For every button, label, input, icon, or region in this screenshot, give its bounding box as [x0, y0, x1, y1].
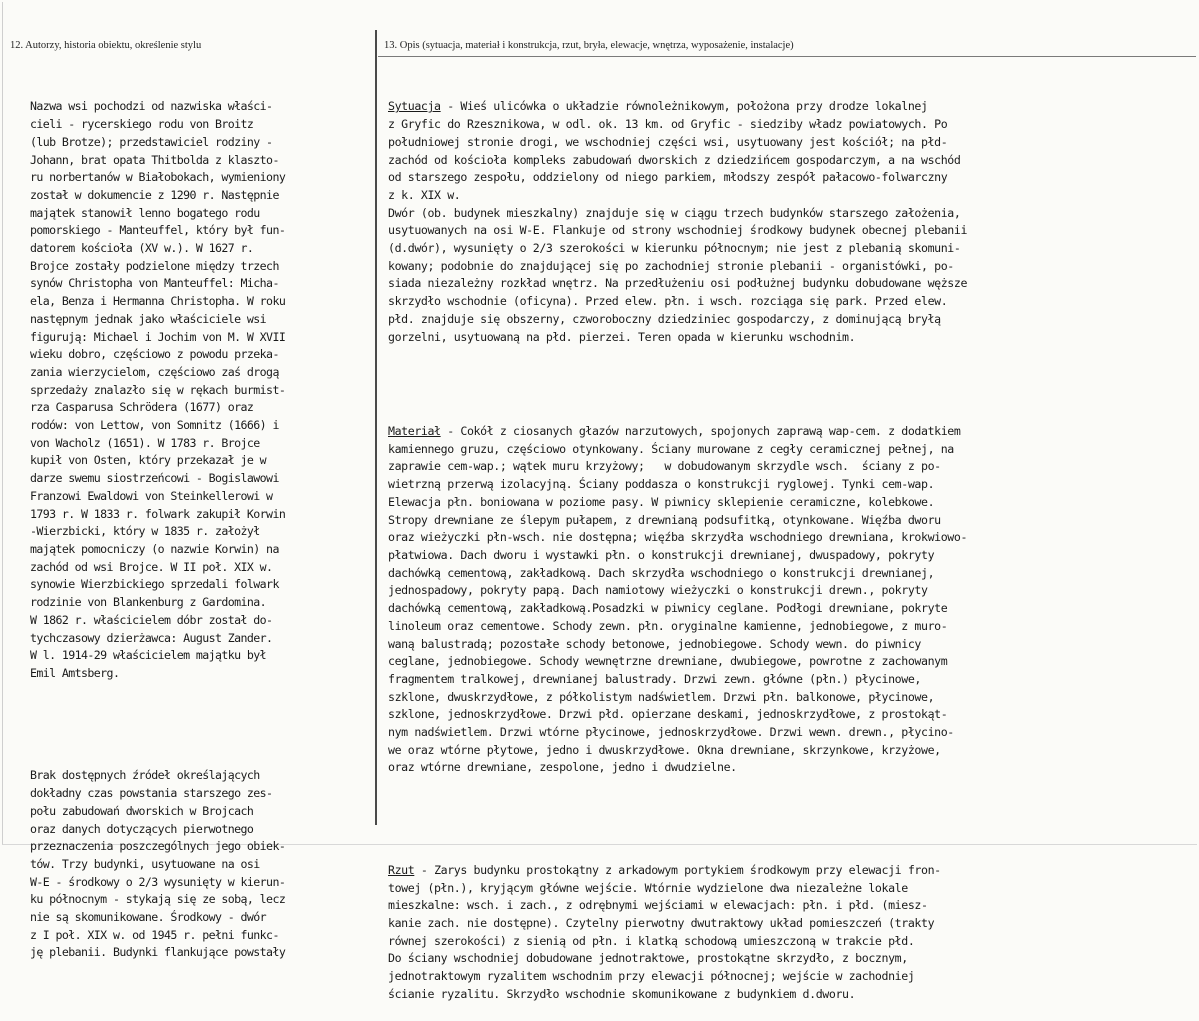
- text-line: zaprawie cem-wap.; wątek muru krzyżowy; w dobudowanym skrzydle wsch. ściany z po-: [388, 459, 941, 474]
- section-heading: Rzut: [388, 862, 415, 877]
- text-line: skrzydło wschodnie (oficyna). Przed elew. płn. i wsch. rozciąga się park. Przed elew.: [388, 294, 948, 309]
- text-line: jednospadowy, pokryty papą. Dach namiotowy wieżyczki o konstrukcji drewn., pokryty: [388, 583, 928, 598]
- text-line: fragmentem tralkowej, drewnianej balustrady. Drzwi zewn. główne (płn.) płycinowe,: [388, 671, 921, 686]
- text-line: Franzowi Ewaldowi von Steinkellerowi w: [30, 488, 273, 503]
- text-line: rodów: von Lettow, von Somnitz (1666) i: [30, 418, 279, 433]
- text-line: gorzelni, usytuowaną na płd. pierzei. Teren opada w kierunku wschodnim.: [388, 329, 856, 344]
- rzut-section: [388, 862, 1196, 1004]
- text-line: cieli - rycerskiego rodu von Broitz: [30, 117, 254, 132]
- text-line: Elewacja płn. boniowana w poziome pasy. W piwnicy sklepienie ceramiczne, kolebkowe.: [388, 494, 935, 509]
- text-line: ela, Benza i Hermanna Christopha. W roku: [30, 294, 286, 309]
- text-line: dachówką cementową, zakładkową.Posadzki w piwnicy ceglane. Podłogi drewniane, pokryte: [388, 601, 948, 616]
- text-line: nie są skomunikowane. Środkowy - dwór: [30, 910, 267, 925]
- text-line: kupił von Osten, który przekazał je w: [30, 453, 267, 468]
- text-line: kanie zach. nie dostępne). Czytelny pierwotny dwutraktowy układ pomieszczeń (trakty: [388, 916, 935, 931]
- text-line: ceglane, jednobiegowe. Schody wewnętrzne drewniane, dwubiegowe, powrotne z zachowanym: [388, 654, 948, 669]
- text-line: Stropy drewniane ze ślepym pułapem, z drewnianą podsufitką, otynkowane. Więźba dworu: [388, 512, 941, 527]
- text-line: Brojce zostały podzielone między trzech: [30, 258, 279, 273]
- section-lead-text: - Wieś ulicówka o układzie równoleżnikowym, położona przy drodze lokalnej: [440, 99, 928, 114]
- text-line: ru norbertanów w Białobokach, wymieniony: [30, 170, 286, 185]
- text-line: Nazwa wsi pochodzi od nazwiska właści-: [30, 99, 273, 114]
- text-line: majątek stanowił lenno bogatego rodu: [30, 205, 260, 220]
- text-line: zachód od kościoła kompleks zabudowań dworskich z dziedzińcem gospodarczym, a na wschód: [388, 152, 961, 167]
- text-line: pomorskiego - Manteuffel, który był fun-: [30, 223, 286, 238]
- text-line: jednotraktowym ryzalitem wschodnim przy elewacji północnej; wejście w zachodniej: [388, 969, 915, 984]
- text-line: we oraz wtórne płytowe, jedno i dwuskrzydłowe. Okna drewniane, skrzynkowe, krzyżowe,: [388, 742, 941, 757]
- text-line: z k. XIX w.: [388, 187, 461, 202]
- section-first-line: [388, 423, 1196, 441]
- text-line: W l. 1914-29 właścicielem majątku był: [30, 648, 267, 663]
- text-line: linoleum oraz cementowe. Schody zewn. płn. oryginalne kamienne, jednobiegowe, z muro-: [388, 618, 948, 633]
- text-line: od starszego zespołu, oddzielony od niego parkiem, młodszy zespół pałacowo-folwarczny: [388, 170, 948, 185]
- text-line: równej szerokości) z sienią od płn. i klatką schodową umieszczoną w trakcie płd.: [388, 933, 915, 948]
- text-line: synowie Wierzbickiego sprzedali folwark: [30, 577, 279, 592]
- header-underline: [378, 56, 1196, 57]
- text-line: mieszkalne: wsch. i zach., z odrębnymi wejściami w elewacjach: płn. i płd. (miesz-: [388, 898, 928, 913]
- section-lead-text: - Cokół z ciosanych głazów narzutowych, spojonych zaprawą wap-cem. z dodatkiem: [440, 424, 961, 439]
- section-gap: [388, 382, 1196, 388]
- material-section: [388, 423, 1196, 777]
- section-13-header: 13. Opis (sytuacja, materiał i konstrukcja, rzut, bryła, elewacje, wnętrza, wyposażenie, instalacje): [384, 40, 794, 51]
- sytuacja-section: [388, 98, 1196, 346]
- text-line: rza Casparusa Schrödera (1677) oraz: [30, 400, 254, 415]
- text-line: południowej stronie drogi, we wschodniej części wsi, usytuowany jest kościół; na płd-: [388, 134, 948, 149]
- text-line: połu zabudowań dworskich w Brojcach: [30, 803, 254, 818]
- text-line: oraz wtórne drewniane, zespolone, jedno i dwudzielne.: [388, 760, 737, 775]
- text-line: szklone, dwuskrzydłowe, z półkolistym nadświetlem. Drzwi płn. balkonowe, płycinowe,: [388, 689, 935, 704]
- text-line: W-E - środkowy o 2/3 wysunięty w kierun-: [30, 874, 286, 889]
- section-heading: Sytuacja: [388, 99, 441, 114]
- text-line: waną balustradą; pozostałe schody betonowe, jednobiegowe. Schody wewn. do piwnicy: [388, 636, 921, 651]
- section-first-line: [388, 98, 1196, 116]
- text-line: (d.dwór), wysunięty o 2/3 szerokości w kierunku północnym; nie jest z plebanią skomuni-: [388, 241, 961, 256]
- text-line: -Wierzbicki, który w 1835 r. założył: [30, 524, 260, 539]
- text-line: ku północnym - stykają się ze sobą, lecz: [30, 892, 286, 907]
- text-line: dokładny czas powstania starszego zes-: [30, 786, 273, 801]
- text-line: rodzinie von Blankenburg z Gardomina.: [30, 595, 267, 610]
- text-line: siada niezależny rozkład wnętrz. Na przedłużeniu osi podłużnej budynku dobudowane węższe: [388, 276, 968, 291]
- text-line: synów Christopha von Manteuffel: Micha-: [30, 276, 279, 291]
- text-line: ję plebanii. Budynki flankujące powstały: [30, 945, 286, 960]
- text-line: zachód od wsi Brojce. W II poł. XIX w.: [30, 559, 273, 574]
- text-line: z Gryfic do Rzesznikowa, w odl. ok. 13 km. od Gryfic - siedziby władz powiatowych. Po: [388, 117, 948, 132]
- text-line: wieku dobro, częściowo z powodu przeka-: [30, 347, 279, 362]
- history-column: [30, 63, 372, 980]
- text-line: usytuowanych na osi W-E. Flankuje od strony wschodniej środkowy budynek obecnej plebanii: [388, 223, 968, 238]
- text-line: majątek pomocniczy (o nazwie Korwin) na: [30, 541, 279, 556]
- text-line: oraz danych dotyczących pierwotnego: [30, 821, 254, 836]
- text-line: Johann, brat opata Thitbolda z klaszto-: [30, 152, 279, 167]
- text-line: datorem kościoła (XV w.). W 1627 r.: [30, 241, 254, 256]
- text-line: płd. znajduje się obszerny, czworoboczny dziedziniec gospodarczy, z dominującą bryłą: [388, 311, 941, 326]
- text-line: wietrzną przerwą izolacyjną. Ściany poddasza o konstrukcji ryglowej. Tynki cem-wap.: [388, 477, 935, 492]
- text-line: oraz wieżyczki płn-wsch. nie dostępna; więźba skrzydła wschodniego drewniana, krokwiowo-: [388, 530, 968, 545]
- text-line: kamiennego gruzu, częściowo otynkowany. Ściany murowane z cegły ceramicznej pełnej, na: [388, 441, 954, 456]
- text-line: W 1862 r. właścicielem dóbr został do-: [30, 612, 273, 627]
- section-12-header: 12. Autorzy, historia obiektu, określenie stylu: [10, 40, 202, 51]
- text-line: towej (płn.), kryjącym główne wejście. Wtórnie wydzielone dwa niezależne lokale: [388, 880, 908, 895]
- text-line: tów. Trzy budynki, usytuowane na osi: [30, 856, 260, 871]
- text-line: ścianie ryzalitu. Skrzydło wschodnie skomunikowane z budynkiem d.dworu.: [388, 986, 856, 1001]
- text-line: z I poł. XIX w. od 1945 r. pełni funkc-: [30, 927, 279, 942]
- text-line: Do ściany wschodniej dobudowane jednotraktowe, prostokątne skrzydło, z bocznym,: [388, 951, 908, 966]
- style-paragraph: [30, 767, 372, 962]
- description-column: [388, 63, 1196, 1021]
- text-line: tychczasowy dzierżawca: August Zander.: [30, 630, 273, 645]
- text-line: przeznaczenia poszczególnych jego obiek-: [30, 839, 286, 854]
- text-line: następnym jednak jako właściciele wsi: [30, 311, 267, 326]
- text-line: Emil Amtsberg.: [30, 665, 120, 680]
- history-paragraph: [30, 98, 372, 682]
- text-line: zania wierzycielom, częściowo zaś drogą: [30, 364, 279, 379]
- paragraph-gap: [30, 718, 372, 732]
- text-line: von Wacholz (1651). W 1783 r. Brojce: [30, 435, 260, 450]
- text-line: nym nadświetlem. Drzwi wtórne płycinowe, jednoskrzydłowe. Drzwi wewn. drewn., płycino-: [388, 725, 954, 740]
- column-divider: [375, 30, 377, 825]
- text-line: płatwiowa. Dach dworu i wystawki płn. o konstrukcji drewnianej, dwuspadowy, pokryty: [388, 547, 935, 562]
- text-line: sprzedaży znalazło się w rękach burmist-: [30, 382, 286, 397]
- text-line: Dwór (ob. budynek mieszkalny) znajduje się w ciągu trzech budynków starszego założenia,: [388, 205, 961, 220]
- section-lead-text: - Zarys budynku prostokątny z arkadowym portykiem środkowym przy elewacji fron-: [414, 862, 941, 877]
- text-line: dachówką cementową, zakładkową. Dach skrzydła wschodniego o konstrukcji drewnianej,: [388, 565, 935, 580]
- text-line: szklone, jednoskrzydłowe. Drzwi płd. opierzane deskami, jednoskrzydłowe, z prostokąt-: [388, 707, 948, 722]
- section-first-line: [388, 862, 1196, 880]
- text-line: kowany; podobnie do znajdującej się po zachodniej stronie plebanii - organistówki, po-: [388, 258, 954, 273]
- text-line: darze swemu siostrzeńcowi - Bogislawowi: [30, 471, 279, 486]
- text-line: 1793 r. W 1833 r. folwark zakupił Korwin: [30, 506, 286, 521]
- text-line: (lub Brotze); przedstawiciel rodziny -: [30, 134, 273, 149]
- text-line: figurują: Michael i Jochim von M. W XVII: [30, 329, 286, 344]
- section-heading: Materiał: [388, 424, 441, 439]
- text-line: Brak dostępnych źródeł określających: [30, 768, 260, 783]
- section-gap: [388, 813, 1196, 827]
- text-line: został w dokumencie z 1290 r. Następnie: [30, 187, 279, 202]
